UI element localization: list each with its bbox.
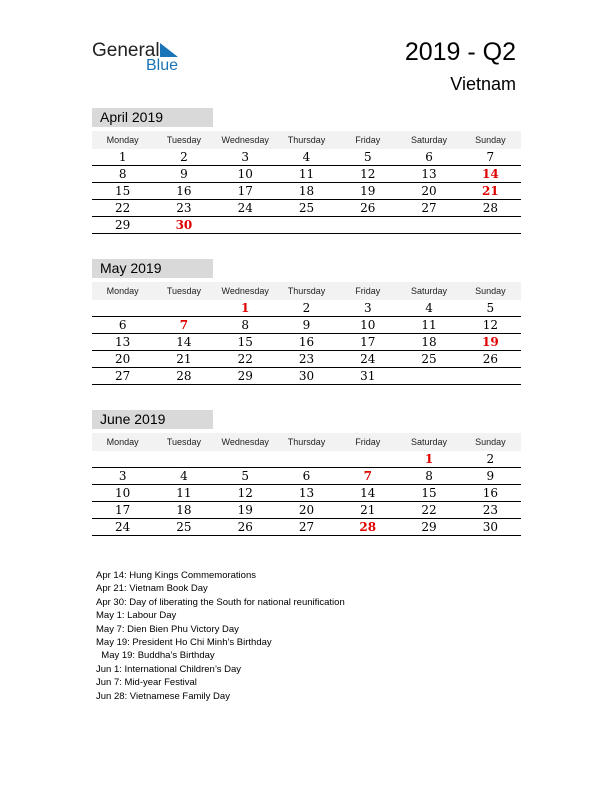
week-row — [92, 468, 521, 485]
day-cell: 5 — [486, 301, 495, 315]
weekday-label: Saturday — [411, 135, 448, 145]
day-cell: 10 — [237, 167, 253, 181]
day-cell: 5 — [241, 469, 250, 483]
week-row — [92, 334, 521, 351]
day-cell: 3 — [241, 150, 250, 164]
day-cell: 13 — [115, 335, 131, 349]
day-cell — [215, 217, 276, 233]
weekday-label: Monday — [106, 135, 139, 145]
month-title: June 2019 — [92, 410, 213, 429]
week-row — [92, 149, 521, 166]
day-cell: 14 — [176, 335, 192, 349]
brand-logo — [92, 40, 192, 80]
logo-blue-text: Blue — [146, 57, 179, 74]
weekday-label: Thursday — [287, 286, 326, 296]
day-cell: 17 — [115, 503, 131, 517]
day-cell: 14 — [481, 167, 499, 181]
day-cell: 23 — [176, 201, 192, 215]
month-calendar — [92, 410, 521, 536]
day-cell: 6 — [425, 150, 433, 164]
day-cell: 24 — [115, 520, 131, 534]
weekday-label: Saturday — [411, 286, 448, 296]
day-cell: 9 — [180, 167, 188, 181]
weekday-label: Sunday — [475, 437, 506, 447]
week-row — [92, 502, 521, 519]
month-calendar — [92, 259, 521, 385]
month-title: April 2019 — [92, 108, 213, 127]
holiday-note: Apr 14: Hung Kings Commemorations — [96, 570, 256, 581]
month-calendar — [92, 108, 521, 234]
holiday-note: Jun 7: Mid-year Festival — [96, 677, 197, 689]
day-cell: 7 — [486, 150, 495, 164]
week-row — [92, 351, 521, 368]
day-cell: 29 — [421, 520, 437, 534]
day-cell: 8 — [241, 318, 250, 332]
day-cell — [92, 451, 153, 467]
day-cell: 11 — [421, 318, 437, 332]
day-cell: 2 — [486, 452, 495, 466]
day-cell: 3 — [363, 301, 372, 315]
day-cell: 13 — [421, 167, 437, 181]
day-cell: 2 — [180, 150, 188, 164]
day-cell: 7 — [363, 469, 372, 483]
weekday-label: Sunday — [475, 135, 506, 145]
week-row — [92, 451, 521, 468]
weekday-label: Tuesday — [166, 286, 202, 296]
day-cell: 25 — [176, 520, 192, 534]
holiday-note: May 19: Buddha’s Birthday — [96, 650, 215, 662]
holiday-note: Apr 21: Vietnam Book Day — [96, 583, 208, 595]
day-cell: 26 — [237, 520, 253, 534]
day-cell: 11 — [176, 486, 192, 500]
day-cell — [276, 217, 337, 233]
day-cell: 6 — [118, 318, 127, 332]
holiday-note: Jun 28: Vietnamese Family Day — [96, 690, 230, 702]
day-cell: 28 — [359, 520, 377, 534]
holiday-note: May 19: President Ho Chi Minh’s Birthday — [96, 637, 272, 649]
holiday-note: Jun 1: International Children’s Day — [96, 663, 242, 675]
week-row — [92, 317, 521, 334]
week-row — [92, 519, 521, 536]
day-cell: 10 — [360, 318, 376, 332]
holiday-note: Apr 30: Day of liberating the South for national reunification — [96, 596, 345, 608]
day-cell: 11 — [298, 167, 315, 181]
day-cell — [337, 451, 398, 467]
day-cell: 30 — [482, 520, 498, 534]
weekday-label: Thursday — [287, 135, 326, 145]
day-cell: 12 — [482, 318, 498, 332]
day-cell — [460, 217, 521, 233]
weekday-header-row — [92, 433, 521, 451]
weekday-label: Wednesday — [221, 286, 269, 296]
weekday-label: Monday — [106, 286, 139, 296]
weekday-label: Friday — [355, 437, 381, 447]
day-cell: 8 — [118, 167, 127, 181]
day-cell: 4 — [302, 150, 311, 164]
day-cell — [398, 368, 459, 384]
day-cell — [153, 300, 214, 316]
weekday-header-row — [92, 131, 521, 149]
page-title: 2019 - Q2 — [404, 38, 516, 66]
day-cell: 15 — [115, 184, 131, 198]
day-cell — [276, 451, 337, 467]
day-cell — [92, 300, 153, 316]
holiday-note: May 7: Dien Bien Phu Victory Day — [96, 623, 239, 635]
day-cell: 27 — [115, 369, 131, 383]
day-cell: 25 — [298, 201, 315, 215]
day-cell: 8 — [425, 469, 433, 483]
day-cell: 23 — [298, 352, 315, 366]
day-cell: 18 — [298, 184, 315, 198]
day-cell: 28 — [176, 369, 192, 383]
day-cell: 27 — [298, 520, 315, 534]
day-cell: 9 — [302, 318, 311, 332]
weekday-label: Wednesday — [221, 437, 269, 447]
day-cell: 21 — [481, 184, 499, 198]
day-cell: 31 — [360, 369, 376, 383]
day-cell: 17 — [360, 335, 376, 349]
day-cell: 21 — [176, 352, 192, 366]
day-cell: 1 — [424, 452, 434, 466]
day-cell: 22 — [115, 201, 131, 215]
day-cell: 10 — [115, 486, 131, 500]
weekday-label: Sunday — [475, 286, 506, 296]
day-cell — [153, 451, 214, 467]
day-cell: 17 — [237, 184, 253, 198]
day-cell: 20 — [298, 503, 315, 517]
day-cell: 29 — [115, 218, 131, 232]
weekday-label: Monday — [106, 437, 139, 447]
week-row — [92, 166, 521, 183]
day-cell: 16 — [482, 486, 498, 500]
weekday-header-row — [92, 282, 521, 300]
day-cell: 20 — [115, 352, 131, 366]
logo-triangle-icon — [160, 43, 178, 57]
day-cell: 28 — [482, 201, 498, 215]
day-cell: 19 — [237, 503, 253, 517]
day-cell: 29 — [237, 369, 253, 383]
logo-general-text: General — [92, 40, 160, 61]
day-cell: 14 — [360, 486, 376, 500]
week-row — [92, 300, 521, 317]
weekday-label: Saturday — [411, 437, 448, 447]
day-cell: 26 — [482, 352, 498, 366]
week-row — [92, 485, 521, 502]
week-row — [92, 200, 521, 217]
day-cell — [337, 217, 398, 233]
day-cell: 16 — [298, 335, 315, 349]
weekday-label: Friday — [355, 286, 381, 296]
day-cell: 18 — [176, 503, 192, 517]
weekday-label: Wednesday — [221, 135, 269, 145]
day-cell: 15 — [421, 486, 437, 500]
day-cell: 4 — [425, 301, 433, 315]
day-cell: 7 — [179, 318, 189, 332]
weekday-label: Friday — [355, 135, 381, 145]
weekday-label: Tuesday — [166, 135, 202, 145]
day-cell: 27 — [421, 201, 437, 215]
day-cell: 30 — [175, 218, 193, 232]
day-cell: 1 — [241, 301, 250, 315]
day-cell: 24 — [360, 352, 376, 366]
day-cell: 22 — [237, 352, 253, 366]
day-cell: 24 — [237, 201, 253, 215]
day-cell — [460, 368, 521, 384]
week-row — [92, 368, 521, 385]
day-cell — [215, 451, 276, 467]
holiday-list — [96, 569, 345, 703]
day-cell: 22 — [421, 503, 437, 517]
day-cell: 6 — [302, 469, 311, 483]
month-title: May 2019 — [92, 259, 213, 278]
day-cell: 30 — [298, 369, 315, 383]
day-cell: 2 — [302, 301, 311, 315]
day-cell: 13 — [298, 486, 315, 500]
day-cell: 19 — [360, 184, 376, 198]
country-name: Vietnam — [450, 74, 516, 94]
day-cell: 16 — [176, 184, 192, 198]
day-cell: 25 — [421, 352, 437, 366]
day-cell — [398, 217, 459, 233]
day-cell: 21 — [360, 503, 376, 517]
weekday-label: Thursday — [287, 437, 326, 447]
day-cell: 4 — [180, 469, 188, 483]
day-cell: 1 — [118, 150, 127, 164]
holiday-note: May 1: Labour Day — [96, 610, 177, 622]
day-cell: 18 — [421, 335, 437, 349]
day-cell: 23 — [482, 503, 498, 517]
day-cell: 20 — [421, 184, 437, 198]
day-cell: 19 — [481, 335, 499, 349]
week-row — [92, 183, 521, 200]
day-cell: 15 — [237, 335, 253, 349]
day-cell: 26 — [360, 201, 376, 215]
day-cell: 12 — [237, 486, 253, 500]
day-cell: 12 — [360, 167, 376, 181]
weekday-label: Tuesday — [166, 437, 202, 447]
day-cell: 5 — [363, 150, 372, 164]
day-cell: 3 — [118, 469, 127, 483]
day-cell: 9 — [486, 469, 495, 483]
week-row — [92, 217, 521, 234]
